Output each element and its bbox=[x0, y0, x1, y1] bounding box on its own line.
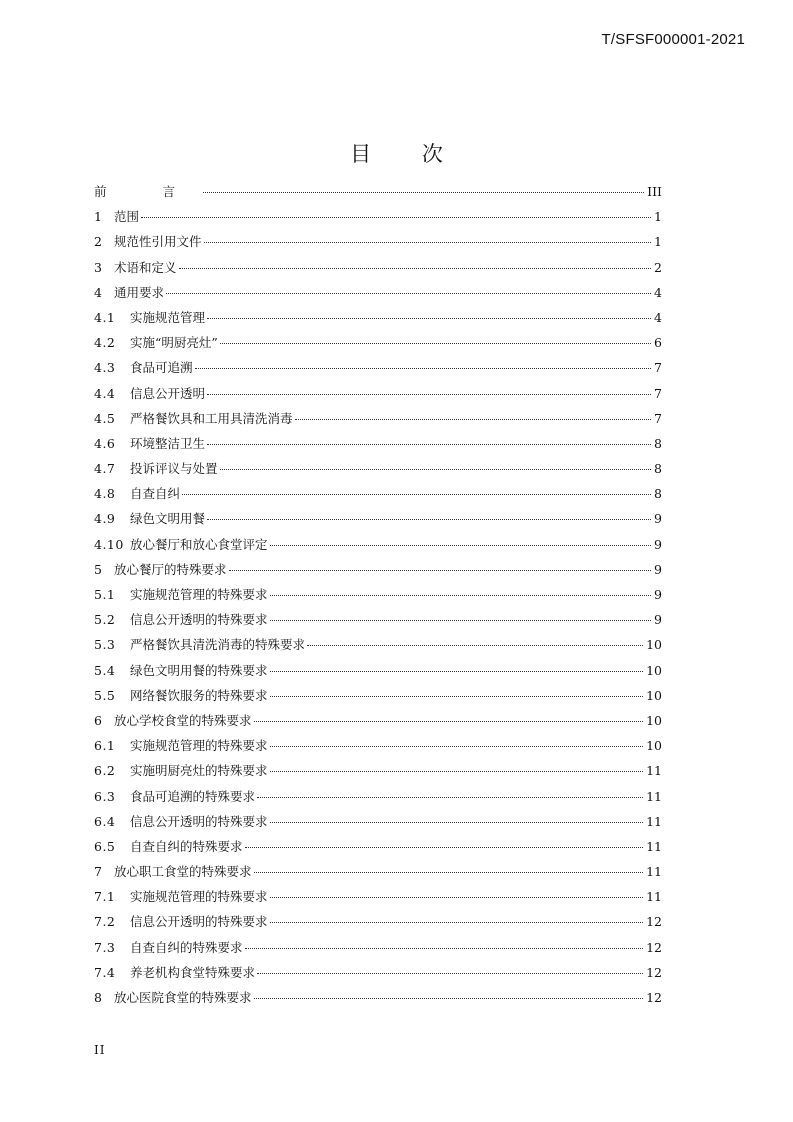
toc-entry-number: 4.1 bbox=[94, 309, 116, 325]
toc-entry-label: 放心学校食堂的特殊要求 bbox=[114, 712, 252, 728]
toc-entry-label: 实施规范管理的特殊要求 bbox=[130, 889, 268, 905]
toc-entry[interactable] bbox=[94, 935, 662, 960]
toc-entry-page: 10 bbox=[646, 712, 662, 728]
toc-entry-page: 6 bbox=[654, 335, 662, 351]
toc-entry[interactable] bbox=[94, 229, 662, 254]
toc-entry-number: 4.5 bbox=[94, 410, 116, 426]
toc-entry-page: 11 bbox=[646, 838, 662, 854]
toc-entry-page: 9 bbox=[654, 511, 662, 527]
toc-dot-leader bbox=[220, 468, 651, 470]
toc-dot-leader bbox=[270, 896, 644, 898]
toc-entry-number: 4.6 bbox=[94, 435, 116, 451]
toc-entry-label: 网络餐饮服务的特殊要求 bbox=[130, 687, 268, 703]
toc-entry-page: 4 bbox=[654, 309, 662, 325]
toc-entry-label: 严格餐饮具和工用具清洗消毒 bbox=[130, 410, 293, 426]
toc-entry-page: 7 bbox=[654, 360, 662, 376]
toc-entry-label: 前 言 bbox=[94, 184, 201, 199]
toc-dot-leader bbox=[245, 846, 644, 848]
toc-dot-leader bbox=[182, 493, 651, 495]
toc-entry-page: 9 bbox=[654, 587, 662, 602]
toc-dot-leader bbox=[195, 367, 651, 369]
toc-dot-leader bbox=[203, 191, 644, 193]
toc-dot-leader bbox=[270, 544, 651, 546]
toc-dot-leader bbox=[141, 216, 651, 218]
toc-entry-label: 通用要求 bbox=[114, 284, 165, 300]
toc-entry-label: 信息公开透明 bbox=[130, 385, 206, 401]
toc-entry-page: 12 bbox=[646, 964, 662, 980]
toc-entry-number: 5.5 bbox=[94, 687, 116, 703]
toc-entry[interactable] bbox=[94, 532, 662, 557]
toc-dot-leader bbox=[204, 241, 651, 243]
toc-entry[interactable] bbox=[94, 456, 662, 481]
toc-dot-leader bbox=[207, 518, 651, 520]
toc-entry-number: 5.4 bbox=[94, 662, 116, 678]
toc-entry-page: 7 bbox=[654, 410, 662, 426]
page-number: II bbox=[94, 1043, 106, 1057]
toc-entry-page: 10 bbox=[646, 637, 662, 653]
toc-entry-label: 严格餐饮具清洗消毒的特殊要求 bbox=[130, 637, 306, 653]
toc-entry-label: 投诉评议与处置 bbox=[130, 461, 218, 477]
toc-entry-page: 11 bbox=[646, 864, 662, 880]
toc-entry-label: 食品可追溯的特殊要求 bbox=[130, 788, 256, 804]
toc-entry-number: 6 bbox=[94, 712, 103, 728]
toc-dot-leader bbox=[179, 267, 651, 269]
toc-entry-label: 规范性引用文件 bbox=[114, 234, 202, 250]
toc-entry[interactable] bbox=[94, 431, 662, 456]
toc-entry-label: 食品可追溯 bbox=[130, 360, 193, 376]
toc-entry-page: 9 bbox=[654, 612, 662, 628]
toc-entry-number: 8 bbox=[94, 990, 103, 1005]
toc-entry-label: 范围 bbox=[114, 209, 140, 225]
toc-entry-number: 7.4 bbox=[94, 964, 116, 980]
toc-entry-number: 3 bbox=[94, 259, 103, 275]
toc-entry[interactable] bbox=[94, 204, 662, 229]
toc-dot-leader bbox=[166, 292, 651, 294]
toc-entry[interactable] bbox=[94, 809, 662, 834]
toc-entry-label: 信息公开透明的特殊要求 bbox=[130, 612, 268, 628]
toc-dot-leader bbox=[254, 997, 644, 999]
toc-entry-label: 术语和定义 bbox=[114, 259, 177, 275]
toc-entry-number: 6.1 bbox=[94, 738, 116, 754]
toc-dot-leader bbox=[257, 796, 643, 798]
toc-entry-label: 信息公开透明的特殊要求 bbox=[130, 813, 268, 829]
toc-dot-leader bbox=[270, 745, 644, 747]
toc-dot-leader bbox=[207, 443, 651, 445]
toc-entry[interactable] bbox=[94, 607, 662, 632]
toc-entry-label: 自查自纠的特殊要求 bbox=[130, 838, 243, 854]
toc-entry[interactable] bbox=[94, 758, 662, 783]
toc-entry[interactable] bbox=[94, 960, 662, 985]
toc-entry-number: 7.2 bbox=[94, 914, 116, 930]
toc-dot-leader bbox=[295, 418, 651, 420]
toc-entry-number: 6.5 bbox=[94, 838, 116, 854]
toc-entry-number: 1 bbox=[94, 209, 103, 225]
toc-entry[interactable] bbox=[94, 632, 662, 657]
toc-entry-number: 6.3 bbox=[94, 788, 116, 804]
toc-dot-leader bbox=[307, 644, 643, 646]
toc-entry-number: 4 bbox=[94, 284, 103, 300]
toc-entry-page: 2 bbox=[654, 259, 662, 275]
toc-entry-number: 4.9 bbox=[94, 511, 116, 527]
toc-entry[interactable] bbox=[94, 355, 662, 380]
toc-dot-leader bbox=[270, 821, 644, 823]
toc-entry[interactable] bbox=[94, 834, 662, 859]
toc-entry-label: 实施明厨亮灶的特殊要求 bbox=[130, 763, 268, 779]
toc-entry-label: 放心餐厅和放心食堂评定 bbox=[130, 536, 268, 552]
toc-dot-leader bbox=[257, 972, 643, 974]
toc-dot-leader bbox=[207, 317, 651, 319]
toc-dot-leader bbox=[270, 594, 651, 596]
toc-dot-leader bbox=[254, 871, 644, 873]
toc-entry[interactable] bbox=[94, 859, 662, 884]
toc-entry-label: 养老机构食堂特殊要求 bbox=[130, 964, 256, 980]
toc-entry[interactable] bbox=[94, 582, 662, 607]
toc-entry-number: 7.1 bbox=[94, 889, 116, 905]
toc-entry-label: 实施规范管理的特殊要求 bbox=[130, 738, 268, 754]
toc-entry-page: 11 bbox=[646, 813, 662, 829]
toc-entry-number: 7 bbox=[94, 864, 103, 880]
toc-entry[interactable] bbox=[94, 985, 662, 1010]
toc-dot-leader bbox=[270, 770, 644, 772]
toc-entry-page: 11 bbox=[646, 788, 662, 804]
toc-dot-leader bbox=[229, 569, 651, 571]
toc-entry-number: 5 bbox=[94, 561, 103, 577]
toc-dot-leader bbox=[270, 670, 644, 672]
toc-dot-leader bbox=[207, 393, 651, 395]
toc-entry-page: 12 bbox=[646, 939, 662, 955]
toc-entry-page: 9 bbox=[654, 561, 662, 577]
toc-entry[interactable] bbox=[94, 884, 662, 909]
toc-entry-page: 8 bbox=[654, 461, 662, 477]
toc-entry-label: 实施“明厨亮灶” bbox=[130, 335, 218, 351]
toc-entry[interactable] bbox=[94, 909, 662, 934]
toc-entry-number: 6.4 bbox=[94, 813, 116, 829]
toc-entry-label: 放心餐厅的特殊要求 bbox=[114, 561, 227, 577]
toc-entry-page: 11 bbox=[646, 763, 662, 779]
toc-entry-number: 5.3 bbox=[94, 637, 116, 653]
toc-entry[interactable] bbox=[94, 255, 662, 280]
toc-entry[interactable] bbox=[94, 784, 662, 809]
toc-entry-label: 放心医院食堂的特殊要求 bbox=[114, 990, 252, 1005]
toc-entry[interactable] bbox=[94, 557, 662, 582]
toc-entry[interactable] bbox=[94, 506, 662, 531]
toc-entry-number: 4.7 bbox=[94, 461, 116, 477]
toc-entry-label: 自查自纠 bbox=[130, 486, 181, 502]
toc-entry-page: 9 bbox=[654, 536, 662, 552]
toc-title: 目 次 bbox=[350, 142, 465, 166]
toc-entry-number: 6.2 bbox=[94, 763, 116, 779]
toc-entry-number: 7.3 bbox=[94, 939, 116, 955]
toc-entry[interactable] bbox=[94, 683, 662, 708]
toc-entry[interactable] bbox=[94, 280, 662, 305]
toc-entry-page: 11 bbox=[646, 889, 662, 905]
toc-dot-leader bbox=[254, 720, 644, 722]
toc-entry-page: 10 bbox=[646, 738, 662, 754]
toc-entry-number: 5.1 bbox=[94, 587, 116, 602]
toc-entry-number: 4.8 bbox=[94, 486, 116, 502]
toc-entry-label: 放心职工食堂的特殊要求 bbox=[114, 864, 252, 880]
document-code: T/SFSF000001-2021 bbox=[601, 31, 745, 48]
toc-entry-number: 4.2 bbox=[94, 335, 116, 351]
toc-dot-leader bbox=[270, 921, 644, 923]
toc-entry-page: 4 bbox=[654, 284, 662, 300]
toc-entry[interactable] bbox=[94, 179, 662, 204]
toc-entry[interactable] bbox=[94, 406, 662, 431]
toc-entry-number: 5.2 bbox=[94, 612, 116, 628]
toc-entry-label: 环境整洁卫生 bbox=[130, 435, 206, 451]
toc-entry[interactable] bbox=[94, 708, 662, 733]
toc-entry[interactable] bbox=[94, 481, 662, 506]
toc-entry-page: 1 bbox=[654, 209, 662, 225]
toc-entry-number: 4.3 bbox=[94, 360, 116, 376]
table-of-contents bbox=[94, 179, 662, 1010]
toc-entry[interactable] bbox=[94, 733, 662, 758]
toc-entry-page: 1 bbox=[654, 234, 662, 250]
toc-entry-page: 10 bbox=[646, 662, 662, 678]
toc-entry-label: 实施规范管理的特殊要求 bbox=[130, 587, 268, 602]
toc-entry-page: III bbox=[647, 184, 662, 199]
toc-entry-label: 实施规范管理 bbox=[130, 309, 206, 325]
toc-entry-label: 信息公开透明的特殊要求 bbox=[130, 914, 268, 930]
toc-entry[interactable] bbox=[94, 658, 662, 683]
toc-entry[interactable] bbox=[94, 381, 662, 406]
toc-entry-page: 7 bbox=[654, 385, 662, 401]
toc-entry-page: 12 bbox=[646, 914, 662, 930]
toc-entry-page: 8 bbox=[654, 486, 662, 502]
toc-entry-number: 4.10 bbox=[94, 536, 124, 552]
toc-dot-leader bbox=[270, 619, 651, 621]
toc-entry-label: 自查自纠的特殊要求 bbox=[130, 939, 243, 955]
toc-entry-number: 2 bbox=[94, 234, 103, 250]
toc-entry[interactable] bbox=[94, 305, 662, 330]
toc-dot-leader bbox=[220, 342, 651, 344]
toc-entry-page: 12 bbox=[646, 990, 662, 1005]
toc-dot-leader bbox=[270, 695, 644, 697]
toc-entry-label: 绿色文明用餐的特殊要求 bbox=[130, 662, 268, 678]
toc-entry[interactable] bbox=[94, 330, 662, 355]
toc-entry-number: 4.4 bbox=[94, 385, 116, 401]
toc-entry-label: 绿色文明用餐 bbox=[130, 511, 206, 527]
toc-entry-page: 10 bbox=[646, 687, 662, 703]
toc-entry-page: 8 bbox=[654, 435, 662, 451]
toc-dot-leader bbox=[245, 947, 644, 949]
